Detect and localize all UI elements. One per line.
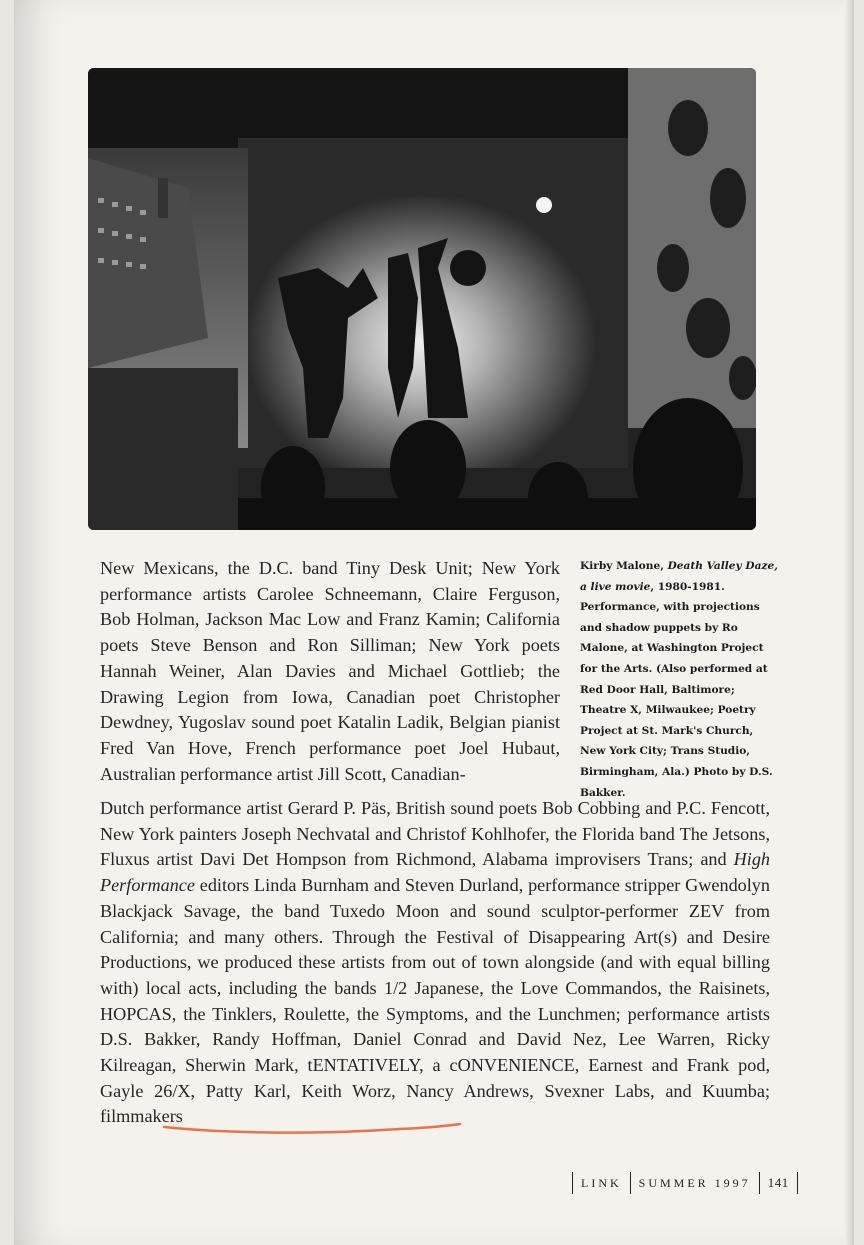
page-footer	[564, 1172, 806, 1194]
handwritten-underline-mark	[162, 1121, 462, 1135]
body-paragraph-1: New Mexicans, the D.C. band Tiny Desk Unit; New York performance artists Carolee Schneemann, Claire Ferguson, Bob Holman, Jackson Mac Low and Franz Kamin; California poets Steve Benson and Ron Silliman; New York poets Hannah Weiner, Alan Davies and Michael Gottlieb; the Drawing Legion from Iowa, Canadian poet Christopher Dewdney, Yugoslav sound poet Katalin Ladik, Belgian pianist Fred Van Hove, French performance poet Joel Hubaut, Australian performance artist Jill Scott, Canadian-	[100, 558, 560, 784]
footer-issue: SUMMER 1997	[638, 1175, 751, 1190]
body-italic-title: High Performance	[100, 849, 770, 896]
footer-divider	[630, 1172, 631, 1194]
magazine-page	[14, 0, 854, 1245]
footer-divider	[759, 1172, 760, 1194]
page-edge-shadow	[844, 0, 854, 1245]
caption-artist: Kirby Malone,	[580, 560, 668, 572]
photo-caption	[580, 556, 780, 803]
body-text-b: editors Linda Burnham and Steven Durland, performance stripper Gwendolyn Blackjack Savage, the band Tuxedo Moon and sound sculptor-performer ZEV from California; and many others. Through the Festival of Disappearing Art(s) and Desire Productions, we produced these artists from out of town alongside (and with equal billing with) local acts, including the bands 1/2 Japanese, the Love Commandos, the Raisinets, HOPCAS, the Tinklers, Roulette, the Symptoms, and the Lunchmen; performance artists D.S. Bakker, Randy Hoffman, Daniel Conrad and David Nez, Lee Warren, Ricky Kilreagan, Sherwin Mark, tENTATIVELY, a cONVENIENCE, Earnest and Frank pod, Gayle 26/X, Patty Karl, Keith Worz, Nancy Andrews, Svexner Labs, and Kuumba; filmmakers	[100, 875, 770, 1127]
footer-divider	[572, 1172, 573, 1194]
body-text-a: Dutch performance artist Gerard P. Päs, British sound poets Bob Cobbing and P.C. Fencott, New York painters Joseph Nechvatal and Christof Kohlhofer, the Florida band The Jetsons, Fluxus artist Davi Det Hompson from Richmond, Alabama improvisers Trans; and	[100, 798, 770, 870]
footer-divider	[797, 1172, 798, 1194]
photo-stage-icon	[88, 68, 756, 530]
footer-publication: LINK	[581, 1175, 622, 1190]
caption-title: Death Valley Daze, a live movie	[580, 560, 778, 593]
performance-photo	[88, 68, 756, 530]
footer-page-number: 141	[767, 1175, 789, 1190]
caption-details: , 1980-1981. Performance, with projections and shadow puppets by Ro Malone, at Washington Project for the Arts. (Also performed at Red Door Hall, Baltimore; Theatre X, Milwaukee; Poetry Project at St. Mark's Church, New York City; Trans Studio, Birmingham, Ala.) Photo by D.S. Bakker.	[580, 580, 773, 799]
body-paragraph-2	[100, 796, 770, 1130]
